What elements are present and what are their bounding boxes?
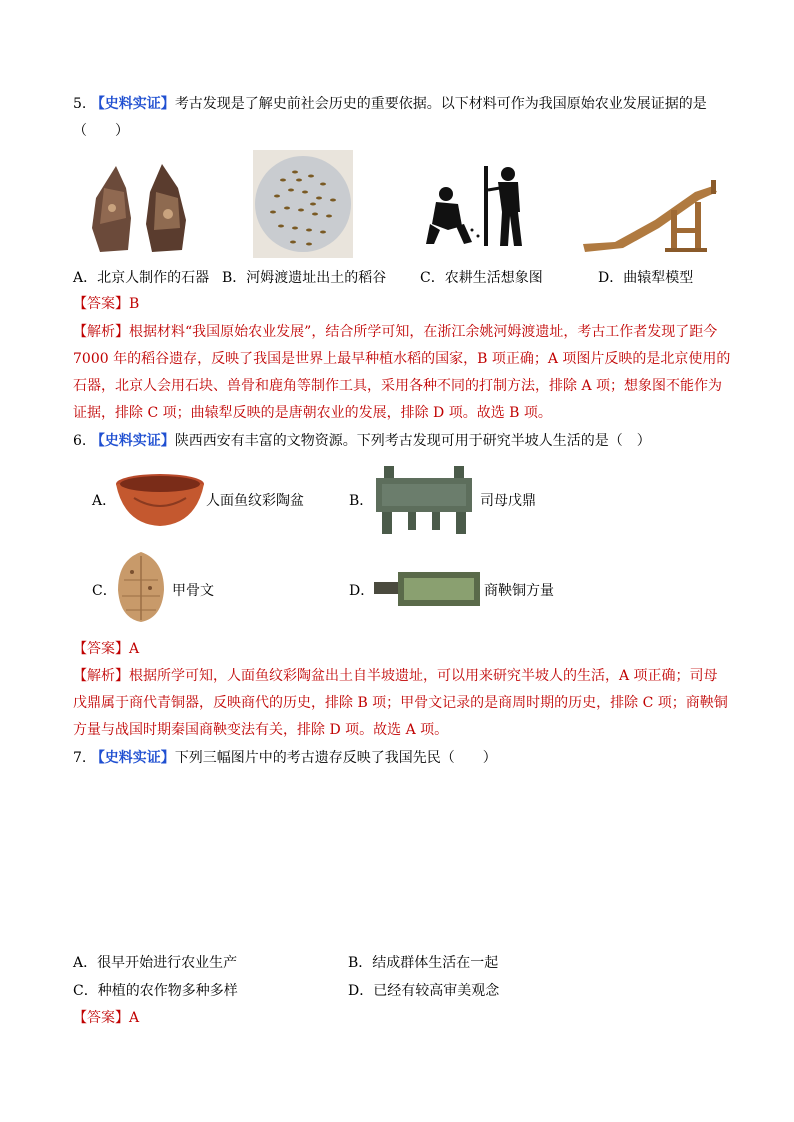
q7-stem: 下列三幅图片中的考古遗存反映了我国先民（ ） [174, 750, 497, 766]
q6-answer-label: 【答案】 [73, 641, 129, 657]
q5-option-c: C．农耕生活想象图 [420, 270, 543, 286]
oracle-bone-image [114, 550, 168, 624]
q6-option-d-text: 商鞅铜方量 [484, 583, 554, 599]
q6-answer [73, 639, 139, 659]
q7-tag: 【史料实证】 [90, 750, 175, 766]
q6-option-c-letter: C． [92, 583, 117, 599]
q6-option-a-letter: A． [92, 493, 117, 509]
q6-analysis-line-3: 方量与战国时期秦国商鞅变法有关，排除 D 项。故选 A 项。 [73, 722, 449, 738]
q5-stem-line [73, 94, 707, 114]
q5-answer-value: B [129, 296, 140, 312]
q6-tag: 【史料实证】 [90, 433, 175, 449]
q5-option-b: B．河姆渡遗址出土的稻谷 [222, 270, 387, 286]
q5-analysis-line-2: 7000 年的稻谷遗存，反映了我国是世界上最早种植水稻的国家，B 项正确；A 项图片反映的是北京使用的 [73, 351, 731, 367]
q6-analysis-text-1: 根据所学可知，人面鱼纹彩陶盆出土自半坡遗址，可以用来研究半坡人的生活，A 项正确；司母 [129, 668, 718, 684]
q6-option-d-letter: D． [349, 583, 375, 599]
q5-analysis-text-1: 根据材料“我国原始农业发展”，结合所学可知，在浙江余姚河姆渡遗址，考古工作者发现了距今 [129, 324, 718, 340]
q6-stem-line [73, 431, 651, 451]
q5-analysis-label: 【解析】 [73, 324, 129, 340]
q6-answer-value: A [129, 641, 140, 657]
stone-tools-image [86, 158, 196, 258]
q7-option-d: D．已经有较高审美观念 [348, 983, 500, 999]
farming-illustration-image [418, 160, 528, 250]
q6-option-b-letter: B． [349, 493, 374, 509]
q6-analysis-line-2: 戊鼎属于商代青铜器，反映商代的历史，排除 B 项；甲骨文记录的是商周时期的历史，排除 C 项；商鞅铜 [73, 695, 728, 711]
rice-grains-image [253, 150, 353, 258]
q5-answer-label: 【答案】 [73, 296, 129, 312]
q7-option-a: A．很早开始进行农业生产 [73, 955, 238, 971]
q7-answer-label: 【答案】 [73, 1010, 129, 1026]
q5-answer [73, 294, 139, 314]
q7-option-c: C．种植的农作物多种多样 [73, 983, 238, 999]
q5-number: 5. [73, 96, 87, 112]
q6-option-a-text: 人面鱼纹彩陶盆 [206, 493, 304, 509]
shang-yang-measure-image [374, 570, 482, 610]
curved-plow-image [575, 180, 725, 256]
q5-analysis-line-1 [73, 322, 717, 342]
q5-option-a: A．北京人制作的石器 [73, 270, 210, 286]
q5-paren: （ ） [73, 123, 129, 139]
q7-answer [73, 1008, 139, 1028]
painted-pottery-basin-image [114, 470, 206, 528]
q7-number: 7. [73, 750, 87, 766]
q6-number: 6. [73, 433, 87, 449]
q5-analysis-line-4: 证据，排除 C 项；曲辕犁反映的是唐朝农业的发展，排除 D 项。故选 B 项。 [73, 405, 552, 421]
q5-tag: 【史料实证】 [90, 96, 175, 112]
q7-option-b: B．结成群体生活在一起 [348, 955, 499, 971]
q6-stem: 陕西西安有丰富的文物资源。下列考古发现可用于研究半坡人生活的是（ ） [174, 433, 651, 449]
q6-analysis-label: 【解析】 [73, 668, 129, 684]
q6-option-b-text: 司母戊鼎 [480, 493, 536, 509]
q5-option-d: D．曲辕犁模型 [598, 270, 694, 286]
q5-analysis-line-3: 石器，北京人会用石块、兽骨和鹿角等制作工具，采用各种不同的打制方法，排除 A 项；想象图不能作为 [73, 378, 723, 394]
q6-analysis-line-1 [73, 666, 718, 686]
q6-option-c-text: 甲骨文 [172, 583, 214, 599]
q7-answer-value: A [129, 1010, 140, 1026]
simuwu-ding-image [372, 466, 476, 534]
q7-stem-line [73, 748, 497, 768]
q5-stem: 考古发现是了解史前社会历史的重要依据。以下材料可作为我国原始农业发展证据的是 [174, 96, 707, 112]
